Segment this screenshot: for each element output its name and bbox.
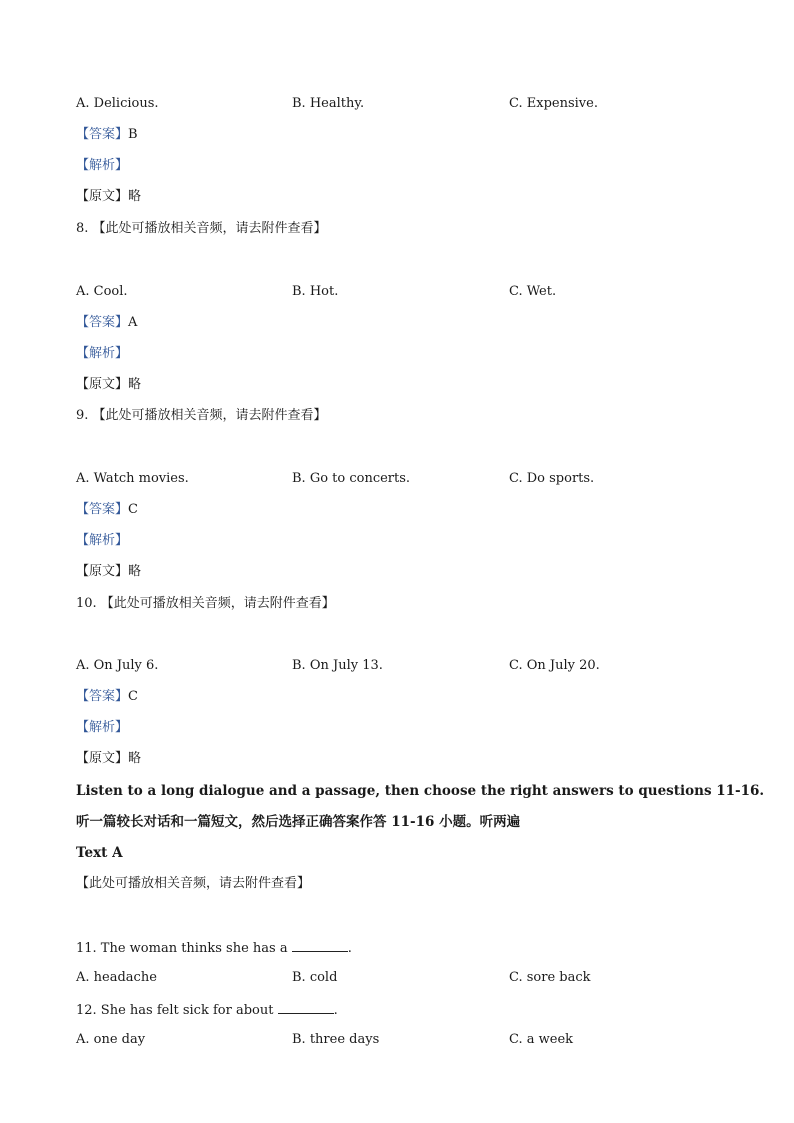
q10-stem: 10. 【此处可播放相关音频，请去附件查看】 — [76, 596, 335, 611]
q8-option-a: A. Cool. — [76, 284, 128, 299]
answer-tag: 【答案】 — [76, 127, 129, 142]
q8-stem: 8. 【此处可播放相关音频，请去附件查看】 — [76, 221, 327, 236]
q11-option-b: B. cold — [292, 970, 338, 985]
q9-analysis: 【解析】 — [76, 533, 129, 548]
q12-stem-end: . — [333, 1003, 338, 1018]
answer-blank — [278, 1000, 334, 1014]
q10-analysis: 【解析】 — [76, 720, 129, 735]
q8-answer — [76, 314, 137, 332]
answer-value: C — [128, 689, 138, 704]
original-value: 略 — [128, 751, 142, 766]
q11-option-c: C. sore back — [509, 970, 591, 985]
q7-original — [76, 188, 141, 206]
q7-option-b: B. Healthy. — [292, 96, 365, 111]
q12-option-a: A. one day — [76, 1032, 146, 1047]
q7-option-c: C. Expensive. — [509, 96, 598, 111]
answer-blank — [292, 938, 348, 952]
q12-stem — [76, 1000, 338, 1020]
q8-option-b: B. Hot. — [292, 284, 339, 299]
q10-option-b: B. On July 13. — [292, 658, 383, 673]
original-tag: 【原文】 — [76, 377, 129, 392]
section-instruction-cn: 听一篇较长对话和一篇短文，然后选择正确答案作答 11-16 小题。听两遍 — [76, 814, 521, 830]
q7-answer — [76, 126, 138, 144]
original-tag: 【原文】 — [76, 564, 129, 579]
q9-option-c: C. Do sports. — [509, 471, 595, 486]
answer-value: C — [128, 502, 138, 517]
audio-note: 【此处可播放相关音频，请去附件查看】 — [76, 876, 311, 891]
q8-original — [76, 376, 141, 394]
q11-option-a: A. headache — [76, 970, 157, 985]
q7-analysis: 【解析】 — [76, 158, 129, 173]
q10-answer — [76, 688, 138, 706]
q12-option-b: B. three days — [292, 1032, 380, 1047]
answer-value: B — [128, 127, 138, 142]
answer-tag: 【答案】 — [76, 689, 129, 704]
answer-value: A — [128, 315, 138, 330]
section-instruction-en: Listen to a long dialogue and a passage, then choose the right answers to questions 11-16. — [76, 783, 765, 799]
original-value: 略 — [128, 189, 142, 204]
q10-option-c: C. On July 20. — [509, 658, 600, 673]
answer-tag: 【答案】 — [76, 315, 129, 330]
q11-stem-text: 11. The woman thinks she has a — [76, 941, 288, 956]
q11-stem — [76, 938, 352, 958]
q9-original — [76, 563, 141, 581]
q8-option-c: C. Wet. — [509, 284, 557, 299]
q11-stem-end: . — [347, 941, 352, 956]
q9-answer — [76, 501, 138, 519]
q7-option-a: A. Delicious. — [76, 96, 159, 111]
q10-option-a: A. On July 6. — [76, 658, 159, 673]
q9-stem: 9. 【此处可播放相关音频，请去附件查看】 — [76, 408, 327, 423]
q10-original — [76, 750, 141, 768]
q12-option-c: C. a week — [509, 1032, 574, 1047]
q9-option-a: A. Watch movies. — [76, 471, 189, 486]
original-value: 略 — [128, 564, 142, 579]
original-tag: 【原文】 — [76, 189, 129, 204]
answer-tag: 【答案】 — [76, 502, 129, 517]
original-tag: 【原文】 — [76, 751, 129, 766]
q12-stem-text: 12. She has felt sick for about — [76, 1003, 274, 1018]
text-a-heading: Text A — [76, 845, 123, 861]
original-value: 略 — [128, 377, 142, 392]
q8-analysis: 【解析】 — [76, 346, 129, 361]
q9-option-b: B. Go to concerts. — [292, 471, 411, 486]
